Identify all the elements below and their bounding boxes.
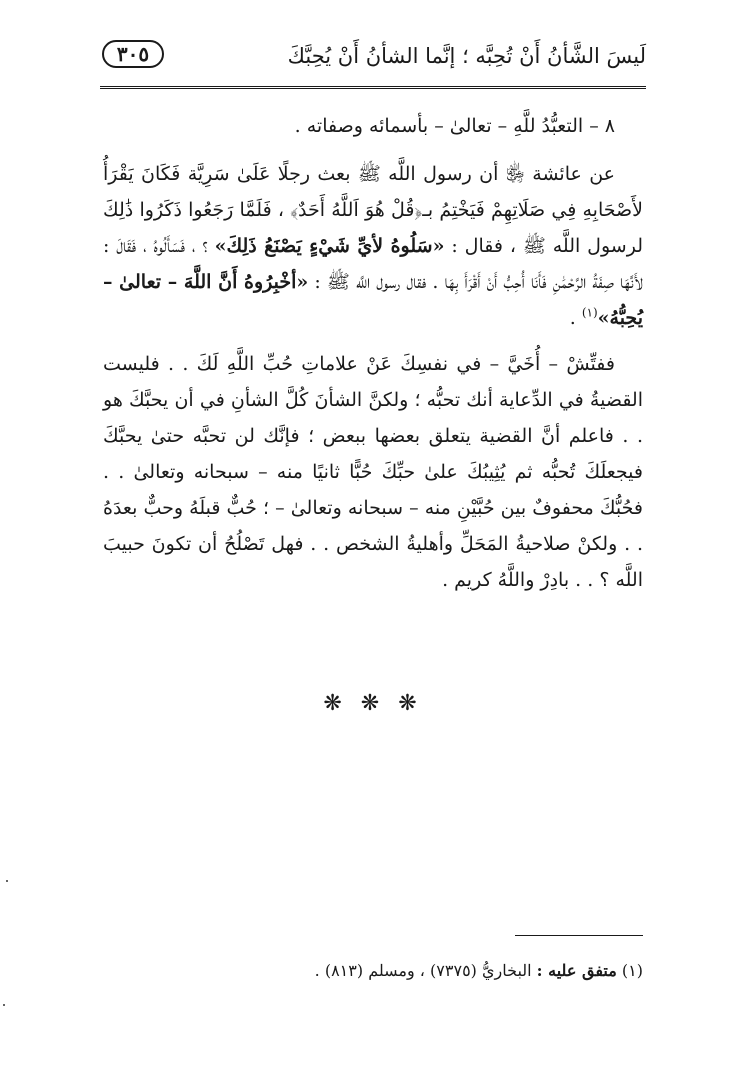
footnote-text: البخاريُّ (٧٣٧٥) ، ومسلم (٨١٣) . xyxy=(314,961,537,980)
scan-speck xyxy=(6,880,8,882)
section-ornament: ❋ ❋ ❋ xyxy=(323,691,423,716)
section-heading: ٨ – التعبُّدُ للَّهِ – تعالىٰ – بأسمائه وصفاته . xyxy=(294,115,615,137)
footnote xyxy=(103,958,643,984)
running-title: لَيسَ الشَّأنُ أَنْ تُحِبَّه ؛ إنَّما الشأنُ أَنْ يُحِبَّكَ xyxy=(287,44,646,68)
page-number: ٣٠٥ xyxy=(102,40,164,68)
footnote-label: متفق عليه : xyxy=(536,961,617,980)
footnote-marker: (١) xyxy=(621,961,643,980)
header-rule xyxy=(100,86,646,89)
page-header xyxy=(100,38,646,82)
reflection-paragraph: ففتِّشْ – أُخَيَّ – في نفسِكَ عَنْ علاماتِ حُبِّ اللَّهِ لَكَ . . فليست القضيةُ في الدِّعاية أنك تحبُّه ؛ ولكنَّ الشأنَ كُلَّ الشأنِ في أن يحبَّكَ هو . . فاعلم أنَّ القضية يتعلق بعضها ببعض ؛ فإنَّك لن تحبَّه حتىٰ يحبَّكَ فيجعلَكَ تُحبُّه ثم يُثِيبُكَ علىٰ حبِّكَ حُبًّا ثانيًا منه – سبحانه وتعالىٰ . . فحُبُّكَ محفوفٌ بين حُبَّيْنِ منه – سبحانه وتعالىٰ – ؛ حُبٌّ قبلَهُ وحبٌّ بعدَهُ . . ولكنْ صلاحيةُ المَحَلِّ وأهليةُ الشخص . . فهل تَصْلُحُ أن تكونَ حبيبَ اللَّه ؟ . . بادِرْ واللَّهُ كريم . xyxy=(103,353,643,591)
hadith-paragraph xyxy=(103,156,643,336)
page-body xyxy=(103,108,643,608)
footnote-reference[interactable]: (١) xyxy=(581,305,598,320)
hadith-text-1: عن عائشة ﵂ أن رسول اللَّه ﷺ بعث رجلًا عَلَىٰ سَرِيَّة فَكَانَ يَقْرَأُ لأَصْحَابِهِ فِي صَلَاتِهِمْ فَيَخْتِمُ بـ﴿قُلْ هُوَ اَللَّهُ أَحَدٌ﴾ ، فَلَمَّا رَجَعُوا ذَكَرُوا ذَٰلِكَ لرسول اللَّه ﷺ ، فقال : xyxy=(103,163,643,257)
footnote-rule xyxy=(515,935,643,936)
hadith-quote-1: «سَلُوهُ لأيِّ شَيْءٍ يَصْنَعُ ذَلِكَ» xyxy=(214,235,445,257)
hadith-end: . xyxy=(569,307,582,329)
hadith-text-2: ؟ ، فَسَأَلُوهُ ، فَقَالَ : لأَنَّهَا صِفَةُ الرَّحْمَٰنِ فَأَنَا أُحِبُّ أَنْ أَقْرَأَ بِهَا . فقال رسول اللَّه ﷺ : xyxy=(103,235,643,293)
hadith-quote-2: «أخْبِرُوهُ أَنَّ اللَّهَ – تعالىٰ – يُحِبُّهُ» xyxy=(103,271,643,329)
scan-speck xyxy=(3,1004,5,1006)
